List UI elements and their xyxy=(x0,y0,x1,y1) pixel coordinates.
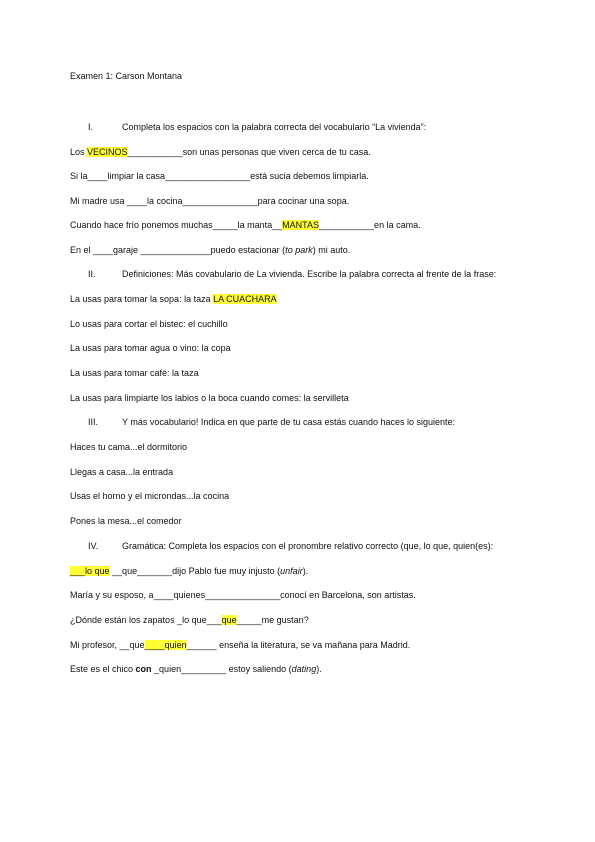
s4-line-4-b: ______ enseña la literatura, se va mañana para Madrid. xyxy=(186,640,411,650)
s1-line-5 xyxy=(70,245,350,256)
s1-line-1 xyxy=(70,147,371,158)
s2-line-1 xyxy=(70,294,277,305)
s4-line-5-bold: con xyxy=(135,664,152,674)
s4-line-3-b: _____me gustan? xyxy=(236,615,309,625)
s4-line-3-a: ¿Dónde están los zapatos _lo que___ xyxy=(70,615,222,625)
s1-answer-vecinos: VECINOS xyxy=(87,147,128,157)
s4-line-1-italic: unfair xyxy=(280,566,303,576)
section-1-number: I. xyxy=(88,122,94,132)
s4-line-4-a: Mi profesor, __que xyxy=(70,640,145,650)
s4-line-5-c: ). xyxy=(316,664,322,674)
s4-line-1 xyxy=(70,566,308,577)
s2-line-3: La usas para tomar agua o vino: la copa xyxy=(70,343,231,353)
s3-line-3: Usas el horno y el microndas...la cocina xyxy=(70,491,230,501)
s2-line-1-a: La usas para tomar la sopa: la taza xyxy=(70,294,214,304)
s1-line-2: Si la____limpiar la casa_________________está sucia debemos limpiarla. xyxy=(70,171,369,181)
s1-line-4-b: ___________en la cama. xyxy=(319,220,421,230)
s1-line-3: Mi madre usa ____la cocina_______________para cocinar una sopa. xyxy=(70,196,350,206)
section-4-number: IV. xyxy=(88,541,99,551)
s1-line-5-italic: to park xyxy=(285,245,313,255)
section-1-heading: Completa los espacios con la palabra correcta del vocabulario “La vivienda”: xyxy=(122,122,427,132)
s1-answer-mantas: MANTAS xyxy=(282,220,319,230)
section-2-number: II. xyxy=(88,269,96,279)
s4-line-3 xyxy=(70,615,309,626)
s4-line-5-b: _quien_________ estoy saliendo ( xyxy=(151,664,292,674)
s4-line-1-a: __que_______dijo Pablo fue muy injusto ( xyxy=(109,566,281,576)
s1-line-4-a: Cuando hace frío ponemos muchas_____la manta__ xyxy=(70,220,283,230)
s1-line-5-a: En el ____garaje ______________puedo estacionar ( xyxy=(70,245,286,255)
section-3-number: III. xyxy=(88,417,99,427)
s3-line-1: Haces tu cama...el dormitorio xyxy=(70,442,188,452)
s4-line-2: María y su esposo, a____quienes_______________conocí en Barcelona, son artistas. xyxy=(70,590,416,600)
s3-line-2: Llegas a casa...la entrada xyxy=(70,467,174,477)
s4-line-5-a: Este es el chico xyxy=(70,664,136,674)
s4-line-5-italic: dating xyxy=(291,664,317,674)
s3-line-4: Pones la mesa...el comedor xyxy=(70,516,182,526)
s1-line-4 xyxy=(70,220,421,231)
s4-line-1-b: ). xyxy=(302,566,309,576)
exam-title: Examen 1: Carson Montana xyxy=(70,71,183,81)
s1-line-1-a: Los xyxy=(70,147,88,157)
s4-answer-lo-que: ___lo que xyxy=(70,566,110,576)
section-2-heading: Definiciones: Más covabulario de La vivienda. Escribe la palabra correcta al frente de la frase: xyxy=(122,269,497,279)
s2-line-4: La usas para tomar café: la taza xyxy=(70,368,199,378)
s1-line-1-b: ___________son unas personas que viven cerca de tu casa. xyxy=(127,147,371,157)
s2-line-2: Lo usas para cortar el bistec: el cuchillo xyxy=(70,319,228,329)
s2-line-5: La usas para limpiarte los labios o la boca cuando comes: la servilleta xyxy=(70,393,349,403)
s1-line-5-b: ) mi auto. xyxy=(312,245,351,255)
section-4-heading: Gramática: Completa los espacios con el pronombre relativo correcto (que, lo que, quien(es): xyxy=(122,541,494,551)
s4-answer-que: que xyxy=(221,615,237,625)
s2-answer-cuachara: LA CUACHARA xyxy=(213,294,277,304)
s4-line-4 xyxy=(70,640,410,651)
s4-answer-quien: ____quien xyxy=(144,640,187,650)
s4-line-5 xyxy=(70,664,322,675)
section-3-heading: Y más vocabulario! Indica en que parte de tu casa estás cuando haces lo siguiente: xyxy=(122,417,456,427)
